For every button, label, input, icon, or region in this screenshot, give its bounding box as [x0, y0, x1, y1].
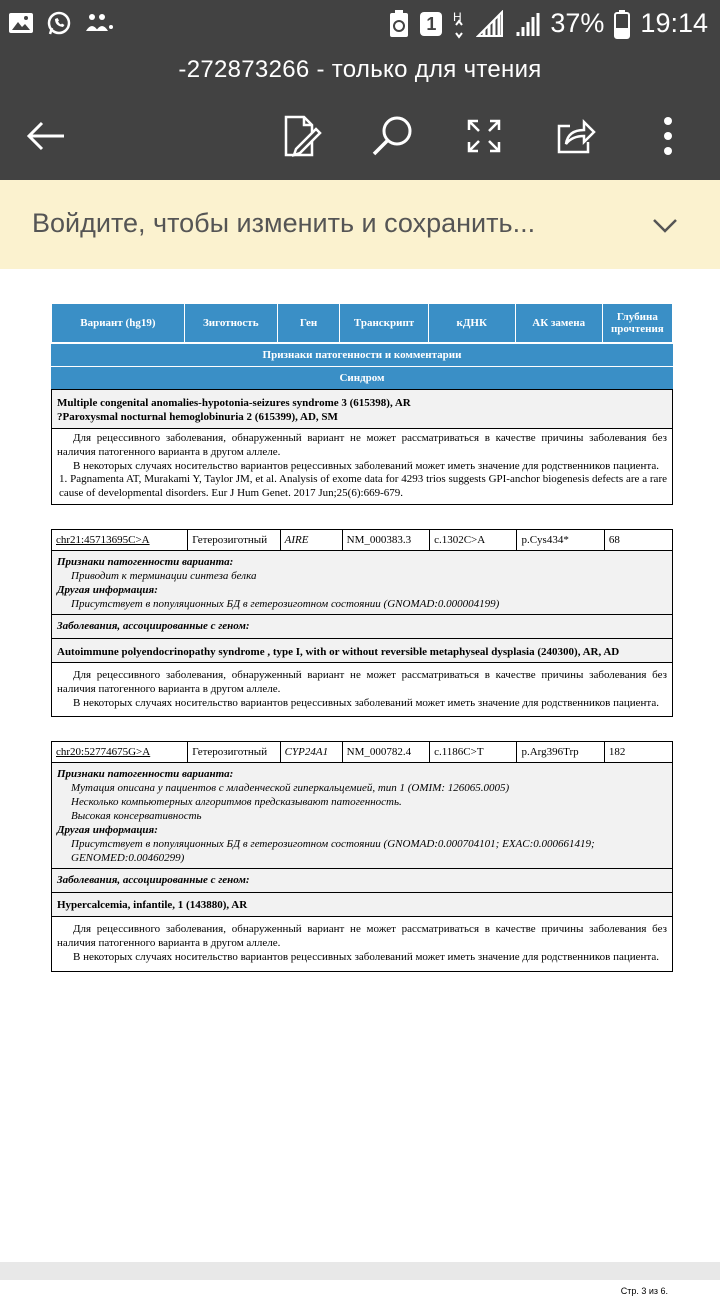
edit-button[interactable] — [274, 108, 330, 164]
transcript: NM_000782.4 — [342, 742, 429, 763]
syndrome-cell — [51, 389, 673, 429]
variant-1-comment-p2: В некоторых случаях носительство вариантов рецессивных заболеваний может иметь значение для родственников пациента. — [73, 696, 659, 709]
sign-label: Признаки патогенности варианта: — [57, 768, 234, 781]
variant-2-comment — [51, 917, 673, 971]
people-icon — [84, 11, 116, 35]
share-icon — [556, 118, 596, 154]
variant-2-comment-p1: Для рецессивного заболевания, обнаруженный вариант не может рассматриваться в качестве причины заболевания без наличия патогенного варианта в другом аллеле. — [57, 923, 667, 950]
other-item: Присутствует в популяционных БД в гетерозиготном состоянии (GNOMAD:0.000704101; EXAC:0.000661419; GENOMED:0.00460299) — [71, 838, 595, 865]
search-icon — [370, 114, 414, 158]
variant-2-comment-p2: В некоторых случаях носительство вариантов рецессивных заболеваний может иметь значение для родственников пациента. — [73, 950, 659, 963]
variant-position[interactable]: chr21:45713695C>A — [52, 529, 188, 550]
hplus-icon — [452, 9, 466, 39]
status-bar — [0, 0, 720, 48]
battery-icon — [614, 9, 630, 39]
aa-change: p.Arg396Trp — [517, 742, 604, 763]
battery-percent: 37% — [550, 8, 605, 38]
sign-item: Несколько компьютерных алгоритмов предсказывают патогенность. — [71, 796, 402, 809]
table-header — [51, 303, 673, 343]
sign-item: Высокая консервативность — [71, 810, 202, 823]
subheader-pathogenicity: Признаки патогенности и комментарии — [51, 343, 673, 366]
document-page[interactable] — [0, 270, 720, 1296]
variant-2-details — [51, 763, 673, 869]
sign-label: Признаки патогенности варианта: — [57, 555, 234, 568]
header-zygosity: Зиготность — [184, 304, 277, 343]
other-label: Другая информация: — [57, 824, 158, 837]
signal-icon — [476, 10, 504, 38]
comment-block-1 — [51, 429, 673, 505]
sign-in-banner[interactable] — [0, 180, 720, 269]
read-depth: 68 — [604, 529, 672, 550]
variant-1-diseases-label: Заболевания, ассоциированные с геном: — [51, 615, 673, 639]
transcript: NM_000383.3 — [342, 529, 429, 550]
clock: 19:14 — [640, 8, 708, 38]
syndrome-line-2: ?Paroxysmal nocturnal hemoglobinuria 2 (615399), AD, SM — [57, 411, 338, 423]
variant-2-diseases-label: Заболевания, ассоциированные с геном: — [51, 869, 673, 893]
read-depth: 182 — [604, 742, 672, 763]
other-item: Присутствует в популяционных БД в гетерозиготном состоянии (GNOMAD:0.000004199) — [71, 597, 500, 610]
variant-2-disease: Hypercalcemia, infantile, 1 (143880), AR — [51, 893, 673, 917]
bottom-edge — [0, 1262, 720, 1280]
recycle-icon — [388, 9, 410, 39]
sign-in-text: Войдите, чтобы изменить и сохранить... — [32, 208, 536, 238]
variant-1-comment-p1: Для рецессивного заболевания, обнаруженный вариант не может рассматриваться в качестве причины заболевания без наличия патогенного варианта в другом аллеле. — [57, 668, 667, 695]
header-gene: Ген — [277, 304, 340, 343]
signal-icon-2 — [514, 10, 540, 38]
gallery-icon — [8, 11, 34, 35]
spacer — [51, 717, 673, 741]
variant-1-comment — [51, 663, 673, 717]
fullscreen-icon — [466, 118, 502, 154]
sign-item: Мутация описана у пациентов с младенческой гиперкальцемией, тип 1 (OMIM: 126065.0005) — [71, 782, 510, 795]
syndrome-line-1: Multiple congenital anomalies-hypotonia-seizures syndrome 3 (615398), AR — [57, 397, 411, 409]
header-depth: Глубина прочтения — [602, 304, 672, 343]
report-table — [51, 303, 673, 972]
sign-item: Приводит к терминации синтеза белка — [71, 569, 257, 582]
comment-1-reference: 1. Pagnamenta AT, Murakami Y, Taylor JM, et al. Analysis of exome data for 4293 trios suggests GPI-anchor biogenesis defects are a rare cause of developmental disorders. Eur J Hum Genet. 2017 Jun;25(6):669-679. — [59, 473, 667, 500]
header-variant: Вариант (hg19) — [52, 304, 185, 343]
zygosity: Гетерозиготный — [188, 742, 280, 763]
gene: AIRE — [280, 529, 342, 550]
header-cdna: кДНК — [428, 304, 515, 343]
whatsapp-icon — [46, 10, 72, 36]
app-toolbar — [0, 48, 720, 180]
aa-change: p.Cys434* — [517, 529, 604, 550]
comment-1-p1: Для рецессивного заболевания, обнаруженный вариант не может рассматриваться в качестве причины заболевания без наличия патогенного варианта в другом аллеле. — [57, 432, 667, 458]
notification-count-badge: 1 — [420, 12, 442, 36]
edit-icon — [282, 115, 322, 157]
system-status — [388, 8, 708, 39]
gene: CYP24A1 — [280, 742, 342, 763]
variant-row-2 — [51, 741, 673, 763]
cdna: c.1186C>T — [430, 742, 517, 763]
comment-1-p2: В некоторых случаях носительство вариантов рецессивных заболеваний может иметь значение для родственников пациента. — [73, 459, 659, 472]
document-title: -272873266 - только для чтения — [178, 56, 542, 83]
header-transcript: Транскрипт — [340, 304, 429, 343]
search-button[interactable] — [364, 108, 420, 164]
subheader-syndrome: Синдром — [51, 366, 673, 389]
share-button[interactable] — [548, 108, 604, 164]
svg-text:H: H — [453, 9, 463, 24]
zygosity: Гетерозиготный — [188, 529, 280, 550]
chevron-down-icon[interactable] — [650, 210, 680, 240]
fullscreen-button[interactable] — [456, 108, 512, 164]
back-arrow-icon — [26, 120, 66, 152]
spacer — [51, 505, 673, 529]
more-icon — [662, 116, 674, 156]
variant-position[interactable]: chr20:52774675G>A — [52, 742, 188, 763]
back-button[interactable] — [18, 108, 74, 164]
variant-1-disease: Autoimmune polyendocrinopathy syndrome , type I, with or without reversible metaphyseal dysplasia (240300), AR, AD — [51, 639, 673, 663]
page-number: Стр. 3 из 6. — [620, 1286, 668, 1296]
other-label: Другая информация: — [57, 583, 158, 596]
variant-row-1 — [51, 529, 673, 551]
cdna: c.1302C>A — [430, 529, 517, 550]
more-options-button[interactable] — [640, 108, 696, 164]
variant-1-details — [51, 551, 673, 615]
header-aa: АК замена — [515, 304, 602, 343]
notification-icons — [8, 10, 116, 36]
